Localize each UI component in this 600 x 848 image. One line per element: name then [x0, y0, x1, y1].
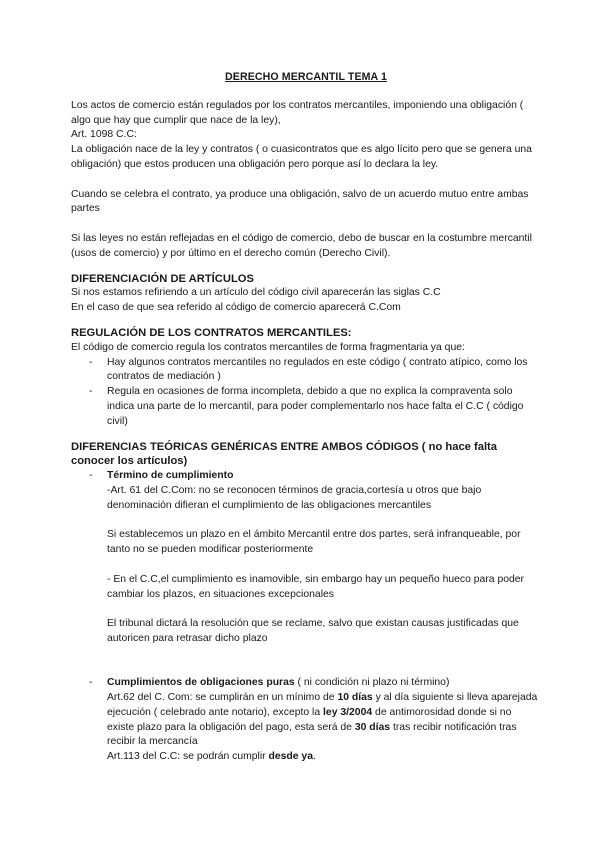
list-item: [71, 676, 541, 691]
regulacion-intro: El código de comercio regula los contratos mercantiles de forma fragmentaria ya que:: [71, 341, 465, 353]
art62-part: y al día siguiente si lleva aparejada ejecución ( celebrado ante notario), excepto la: [107, 692, 538, 718]
list-item: - Regula en ocasiones de forma incompleta, debido a que no explica la compraventa solo indica una parte de lo mercantil, para poder complementarlo nos hace falta el C.C ( código civil): [71, 385, 541, 429]
term-cc: - En el C.C,el cumplimiento es inamovible, sin embargo hay un pequeño hueco para poder cambiar los plazos, en situaciones excepcionales: [107, 573, 525, 600]
term-tribunal: El tribunal dictará la resolución que se reclame, salvo que existan causas justificadas que autoricen para retrasar dicho plazo: [107, 618, 519, 644]
art113-bold: desde ya: [268, 751, 313, 763]
regulacion-list: [71, 356, 541, 430]
art62-bold: 30 días: [354, 721, 391, 733]
obligaciones-title: Cumplimientos de obligaciones puras: [107, 677, 295, 689]
list-item: [71, 469, 541, 484]
art62-part: de antimorosidad donde si no existe plazo para la obligación del pago, esta será de: [107, 706, 512, 733]
paragraph-sources: Si las leyes no están reflejadas en el código de comercio, debo de buscar en la costumbre mercantil (usos de comercio) y por último en el derecho común (Derecho Civil).: [71, 232, 532, 259]
obligaciones-list: [71, 676, 541, 691]
line-cc: Si nos estamos refiriendo a un artículo del código civil aparecerán las siglas C.C: [71, 287, 441, 299]
heading-regulacion: REGULACIÓN DE LOS CONTRATOS MERCANTILES:: [71, 326, 352, 339]
diferencias-list: [71, 469, 541, 484]
paragraph-intro: Los actos de comercio están regulados por los contratos mercantiles, imponiendo una obligación ( algo que hay que cumplir que nace de la ley),: [71, 99, 524, 126]
art113-text: [71, 750, 541, 765]
art113-part: .: [313, 751, 316, 763]
document-page: [71, 70, 541, 765]
art113-part: Art.113 del C.C: se podrán cumplir: [107, 751, 269, 763]
article-reference: Art. 1098 C.C:: [71, 129, 137, 141]
line-ccom: En el caso de que sea referido al código de comercio aparecerá C.Com: [71, 302, 401, 314]
heading-diferencias: DIFERENCIAS TEÓRICAS GENÉRICAS ENTRE AMBOS CÓDIGOS ( no hace falta conocer los artículos): [71, 440, 497, 468]
art62-part: tras recibir notificación tras recibir la mercancía: [107, 721, 517, 748]
document-title: DERECHO MERCANTIL TEMA 1: [225, 71, 387, 83]
art62-bold: 10 días: [337, 692, 373, 704]
term-plazo: Si establecemos un plazo en el ámbito Mercantil entre dos partes, será infranqueable, por tanto no se pueden modificar posteriormente: [107, 529, 521, 556]
heading-diferenciacion: DIFERENCIACIÓN DE ARTÍCULOS: [71, 272, 254, 285]
paragraph-obligation: La obligación nace de la ley y contratos ( o cuasicontratos que es algo lícito pero que se genera una obligación) que estos producen una obligación pero porque así lo declara la ley.: [71, 144, 532, 170]
term-art61: -Art. 61 del C.Com: no se reconocen términos de gracia,cortesía u otros que bajo denominación difieran el cumplimiento de las obligaciones mercantiles: [107, 484, 482, 511]
list-item: - Hay algunos contratos mercantiles no regulados en este código ( contrato atípico, como los contratos de mediación ): [71, 356, 541, 386]
art62-part: Art.62 del C. Com: se cumplirán en un mínimo de: [107, 692, 338, 704]
art62-text: [71, 691, 541, 750]
obligaciones-note: ( ni condición ni plazo ni término): [294, 677, 450, 689]
paragraph-contract: Cuando se celebra el contrato, ya produce una obligación, salvo de un acuerdo mutuo entre ambas partes: [71, 188, 529, 215]
art62-bold: ley 3/2004: [323, 706, 373, 718]
term-title: Término de cumplimiento: [107, 470, 234, 482]
